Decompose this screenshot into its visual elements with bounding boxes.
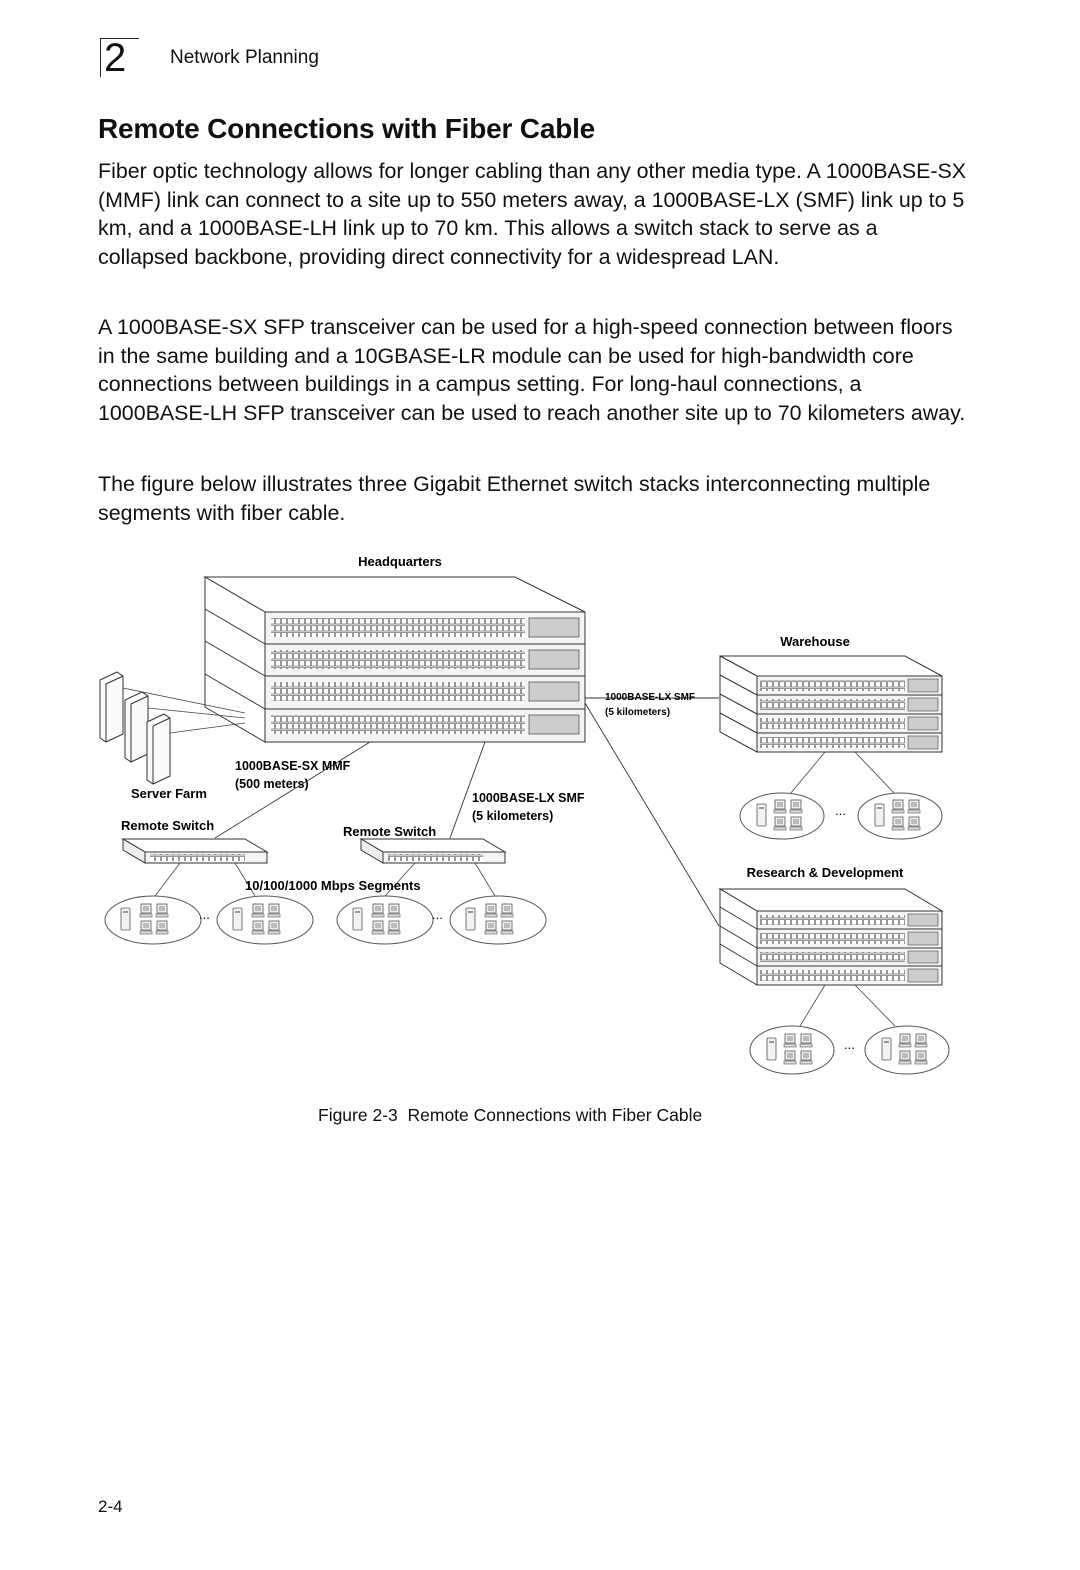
paragraph-3: The figure below illustrates three Gigabit Ethernet switch stacks interconnecting multiple segments with fiber cable. [98,472,931,525]
label-lx-link-mid: 1000BASE-LX SMF [472,791,585,805]
label-server-farm: Server Farm [131,786,207,801]
segment-cluster-1 [105,896,201,944]
paragraph-1: Fiber optic technology allows for longer cabling than any other media type. A 1000BASE-SX (MMF) link can connect to a site up to 550 meters away, a 1000BASE-LX (SMF) link up to 5 km, and a 1000BASE-LH link up to 70 km. This allows a switch stack to serve as a collapsed backbone, providing direct connectivity for a widespread LAN. [98,159,967,269]
figure-caption-text: Remote Connections with Fiber Cable [407,1105,703,1125]
network-diagram [95,548,975,1088]
page-number: 2-4 [98,1497,123,1516]
figure-caption-number: Figure 2-3 [318,1105,398,1125]
ellipsis-1: ... [199,907,210,922]
figure-caption [318,1105,702,1126]
segment-cluster-2 [217,896,313,944]
segment-cluster-3 [337,896,433,944]
label-warehouse: Warehouse [780,634,850,649]
chapter-number: 2 [104,36,127,80]
warehouse-switch-stack [720,656,942,752]
label-lx-distance-right: (5 kilometers) [605,707,671,718]
paragraph-2: A 1000BASE-SX SFP transceiver can be used for a high-speed connection between floors in the same building and a 10GBASE-LR module can be used for high-bandwidth core connections between buildings in a campus setting. For long-haul connections, a 1000BASE-LH SFP transceiver can be used to reach another site up to 70 kilometers away. [98,315,966,425]
label-headquarters: Headquarters [358,554,442,569]
label-segments: 10/100/1000 Mbps Segments [245,878,421,893]
warehouse-segment-2 [858,793,942,839]
label-lx-distance-mid: (5 kilometers) [472,809,554,823]
remote-switch-mid [361,839,505,863]
label-sx-link: 1000BASE-SX MMF [235,759,351,773]
segment-cluster-4 [450,896,546,944]
label-lx-link-right: 1000BASE-LX SMF [605,692,696,703]
rd-switch-stack [720,889,942,985]
label-remote-switch-left: Remote Switch [121,818,215,833]
ellipsis-warehouse: ... [835,803,846,818]
label-remote-switch-mid: Remote Switch [343,824,437,839]
link-lx-mid [450,742,485,838]
ellipsis-rd: ... [844,1037,855,1052]
remote-switch-left [123,839,267,863]
label-sx-distance: (500 meters) [235,777,309,791]
ellipsis-2: ... [432,907,443,922]
headquarters-switch-stack [205,577,585,742]
rd-segment-1 [750,1026,834,1074]
section-title: Remote Connections with Fiber Cable [98,113,596,144]
chapter-title: Network Planning [170,47,319,68]
rd-segment-2 [865,1026,949,1074]
label-rd: Research & Development [746,865,904,880]
warehouse-segment-1 [740,793,824,839]
link-lx-rd [585,703,719,926]
